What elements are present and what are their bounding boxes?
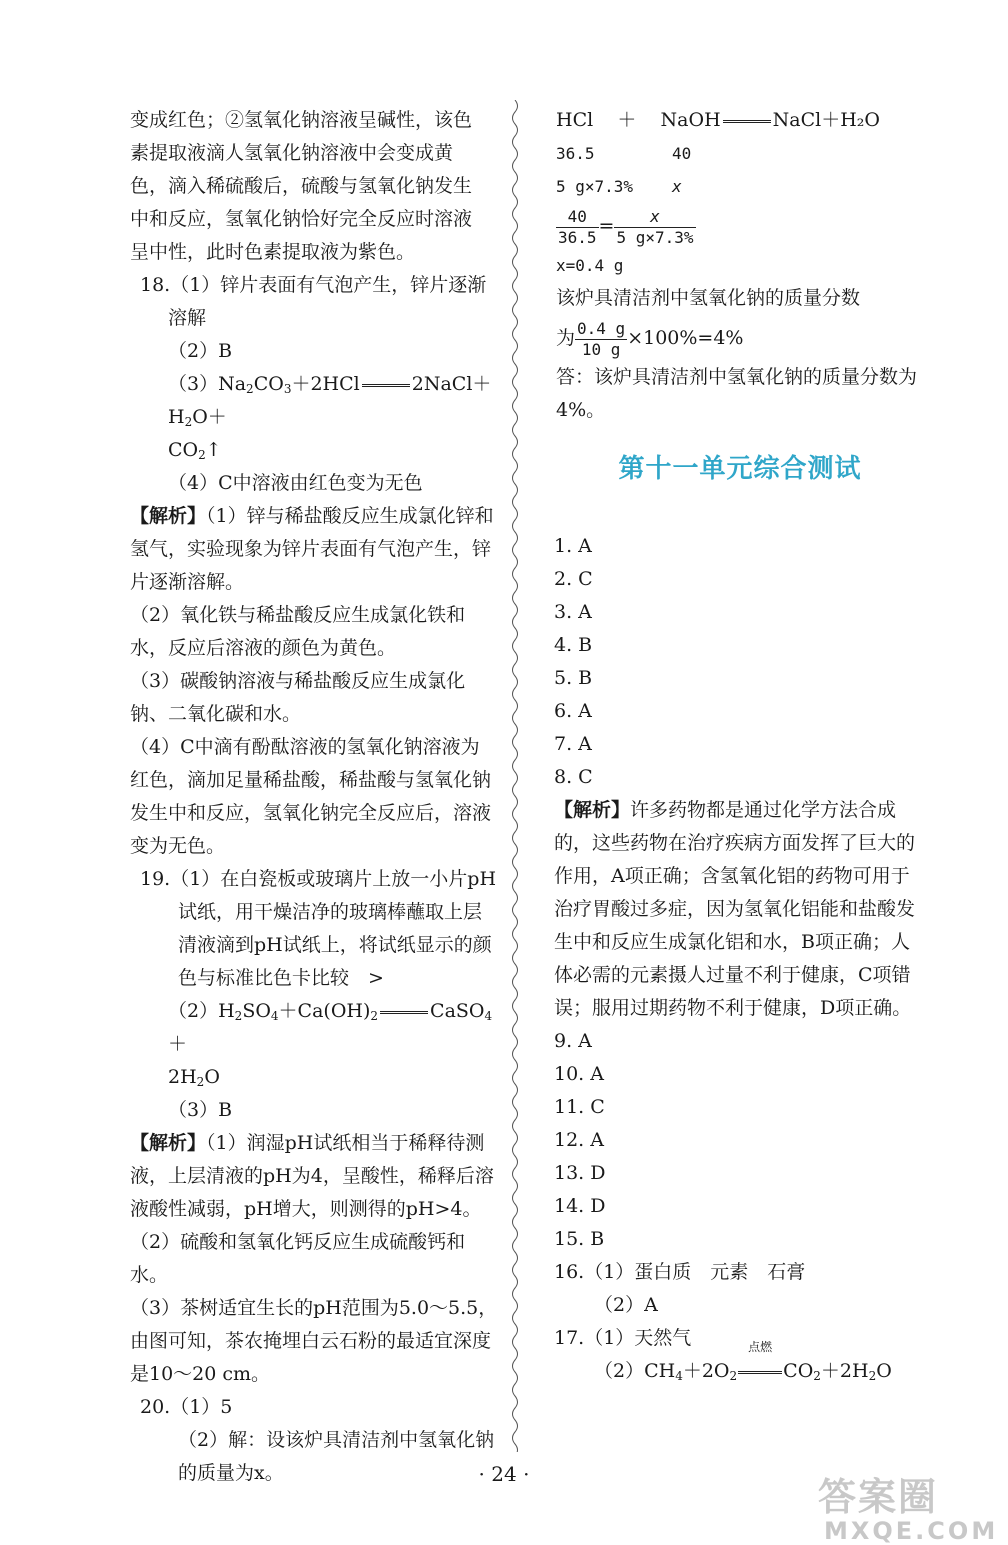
text-line: 中和反应，氢氧化钠恰好完全反应时溶液 — [130, 208, 473, 230]
text-line: 呈中性，此时色素提取液为紫色。 — [130, 241, 416, 263]
answer-18-3: $(3)Na_2CO_3+2HCl$ $2NaCl+H_2O+$ — [168, 373, 492, 429]
fraction — [556, 207, 599, 248]
section-heading: 第十一单元综合测试 — [618, 454, 862, 484]
answer-20-2: （2）解：设该炉具清洁剂中氢氧化钠的质量为x。 — [178, 1429, 495, 1484]
reaction-condition — [737, 1340, 783, 1388]
answer-item: 11. C — [554, 1096, 605, 1118]
equals: = — [598, 215, 615, 237]
watermark-text: 答案圈 — [818, 1475, 939, 1519]
answer-item: 5. B — [554, 667, 593, 689]
unknown: x — [672, 177, 682, 196]
answer-list — [554, 1025, 924, 1256]
calc-line: 该炉具清洁剂中氢氧化钠的质量分数 — [556, 287, 861, 309]
calc-line-2 — [556, 315, 924, 361]
answer-18-4: （4）C中溶液由红色变为无色 — [168, 472, 423, 494]
answer-item: 13. D — [554, 1162, 606, 1184]
molar-mass: 36.5 — [556, 144, 595, 163]
watermark-url: MXQE.COM — [824, 1517, 999, 1545]
answer-item: 10. A — [554, 1063, 604, 1085]
denominator: 5 g×7.3% — [616, 227, 694, 247]
answer-16-1: 16.（1）蛋白质 元素 石膏 — [554, 1261, 806, 1283]
answer-list — [554, 530, 924, 794]
reactant: HCl — [556, 109, 594, 131]
equals-sign — [723, 120, 771, 123]
answer-label: （3） — [168, 373, 219, 395]
answer-17-2: $(2)CH_4+2O_2$ 点燃 $CO_2+2H_2O$ — [556, 1355, 924, 1388]
answer-18-1-cont: 溶解 — [168, 307, 207, 329]
denominator: 36.5 — [558, 227, 597, 247]
watermark-logo — [818, 1466, 998, 1545]
answer-label: （2） — [168, 1000, 219, 1022]
answer-18-2: （2）B — [168, 340, 233, 362]
answer-item: 15. B — [554, 1228, 605, 1250]
jiexi-label: 【解析】 — [554, 799, 631, 821]
explanation-text: 许多药物都是通过化学方法合成的，这些药物在治疗疾病方面发挥了巨大的作用，A项正确；含氢氧化铝的药物可用于治疗胃酸过多症，因为氢氧化铝能和盐酸发生中和反应生成氯化铝和水，B项正确；人体必需的元素摄人过量不利于健康，C项错误；服用过期药物不利于健康，D项正确。 — [554, 799, 916, 1019]
jiexi-label: 【解析】 — [130, 505, 207, 527]
fraction — [575, 319, 627, 360]
answer-16-2: （2）A — [594, 1294, 658, 1316]
page-number: · 24 · — [478, 1462, 530, 1486]
denominator: 10 g — [581, 339, 621, 359]
value-row — [556, 170, 924, 203]
answer-text: 答：该炉具清洁剂中氢氧化钠的质量分数为4%。 — [556, 366, 918, 421]
answer-item: 2. C — [554, 568, 593, 590]
chemical-equation — [556, 104, 924, 137]
numerator: 40 — [556, 207, 599, 228]
molar-mass: 40 — [672, 144, 692, 163]
answer-item: 8. C — [554, 766, 593, 788]
condition-label: 点燃 — [748, 1340, 773, 1354]
answer-item: 14. D — [554, 1195, 606, 1217]
explanation-18-3: （3）碳酸钠溶液与稀盐酸反应生成氯化钠、二氧化碳和水。 — [130, 670, 466, 725]
answer-label: （2） — [594, 1360, 645, 1382]
answer-item: 4. B — [554, 634, 593, 656]
answer-18-3-cont: $CO_2↑$ — [168, 439, 222, 462]
explanation-18-4: （4）C中滴有酚酞溶液的氢氧化钠溶液为红色，滴加足量稀盐酸，稀盐酸与氢氧化钠发生中和反应，氢氧化钠完全反应后，溶液变为无色。 — [130, 736, 492, 857]
mass-row — [556, 137, 924, 170]
answer-20-1: 20.（1）5 — [140, 1396, 233, 1418]
explanation-8 — [554, 794, 924, 1025]
products: NaCl＋H₂O — [772, 109, 880, 131]
explanation-19-3: （3）茶树适宜生长的pH范围为5.0～5.5，由图可知，茶农掩埋白云石粉的最适宜深度是10～20 cm。 — [130, 1297, 498, 1385]
text: 为 — [556, 327, 576, 349]
equals-sign — [380, 1011, 428, 1014]
answer-item: 3. A — [554, 601, 592, 623]
text-line: 色，滴入稀硫酸后，硫酸与氢氧化钠发生 — [130, 175, 473, 197]
answer-item: 9. A — [554, 1030, 592, 1052]
answer-item: 12. A — [554, 1129, 604, 1151]
answer-19-2-cont: $2H_2O$ — [168, 1066, 220, 1089]
result: x=0.4 g — [556, 256, 624, 275]
numerator: x — [614, 207, 695, 228]
fraction — [614, 207, 695, 248]
text-line: 素提取液滴人氢氧化钠溶液中会变成黄 — [130, 142, 454, 164]
answer-19-3: （3）B — [168, 1099, 233, 1121]
text-line: 变成红色；②氢氧化钠溶液呈碱性，该色 — [130, 109, 473, 131]
equals-sign — [362, 384, 410, 387]
text: ×100%=4% — [627, 327, 744, 349]
numerator: 0.4 g — [577, 318, 626, 338]
answer-18-1: 18.（1）锌片表面有气泡产生，锌片逐渐 — [140, 274, 487, 296]
given-value: 5 g×7.3% — [556, 177, 634, 196]
column-divider — [508, 100, 522, 1452]
explanation-18-2: （2）氧化铁与稀盐酸反应生成氯化铁和水，反应后溶液的颜色为黄色。 — [130, 604, 466, 659]
left-column — [130, 104, 498, 1490]
explanation-text: （1）锌与稀盐酸反应生成氯化锌和氢气，实验现象为锌片表面有气泡产生，锌片逐渐溶解。 — [130, 505, 494, 593]
answer-item: 7. A — [554, 733, 592, 755]
answer-item: 1. A — [554, 535, 592, 557]
jiexi-label: 【解析】 — [130, 1132, 207, 1154]
answer-17-1: 17.（1）天然气 — [554, 1327, 692, 1349]
reactant: NaOH — [660, 109, 721, 131]
explanation-text: （1）润湿pH试纸相当于稀释待测液，上层清液的pH为4，呈酸性，稀释后溶液酸性减弱，pH增大，则测得的pH>4。 — [130, 1132, 494, 1220]
answer-item: 6. A — [554, 700, 592, 722]
answer-19-1: 19.（1）在白瓷板或玻璃片上放一小片pH试纸，用干燥洁净的玻璃棒蘸取上层清液滴到pH试纸上，将试纸显示的颜色与标准比色卡比较 > — [140, 868, 497, 989]
answer-19-2: $(2)H_2SO_4+Ca(OH)_2$ CaSO$_4$＋ — [168, 1000, 493, 1055]
plus-sign: ＋ — [617, 109, 637, 131]
explanation-19-1 — [130, 1127, 498, 1226]
explanation-18-1 — [130, 500, 498, 599]
right-column — [556, 104, 924, 1388]
proportion — [556, 203, 924, 249]
explanation-19-2: （2）硫酸和氢氧化钙反应生成硫酸钙和水。 — [130, 1231, 466, 1286]
